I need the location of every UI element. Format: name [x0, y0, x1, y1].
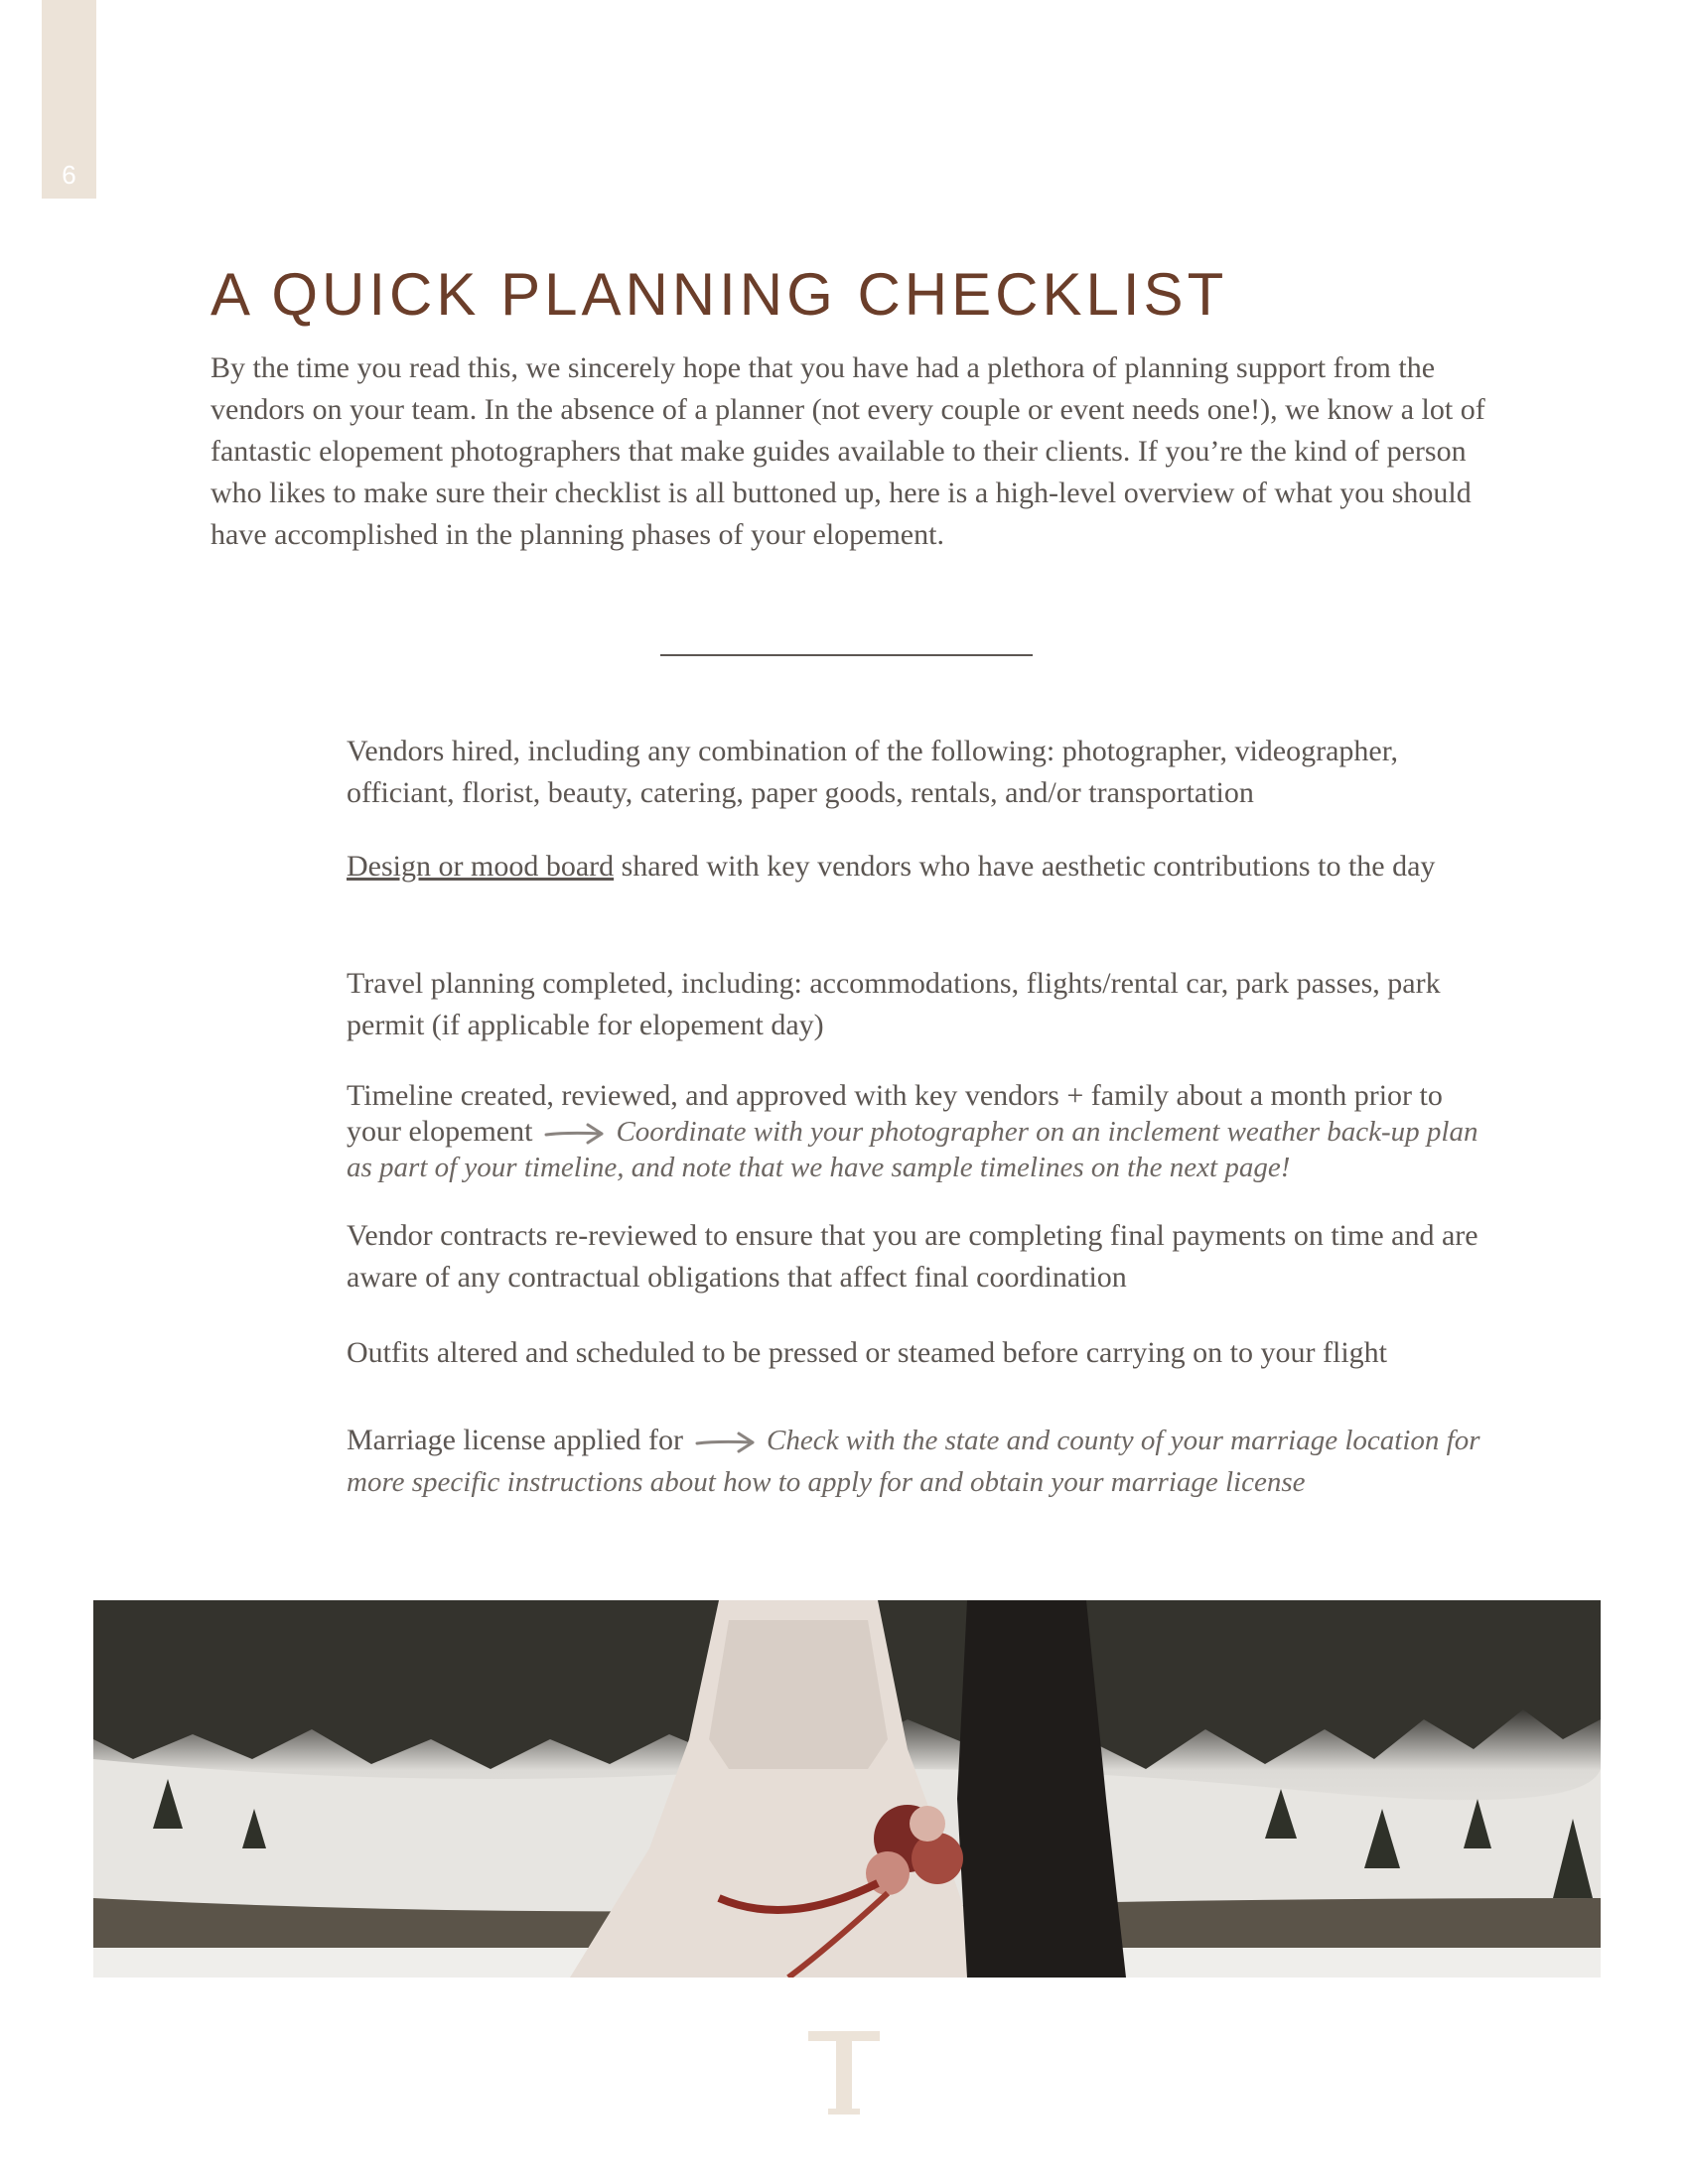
- page-tab: [42, 0, 96, 199]
- page-title: A QUICK PLANNING CHECKLIST: [211, 261, 1228, 328]
- checklist-item-timeline: [347, 1078, 1498, 1185]
- checklist-item-vendors: [347, 731, 1498, 814]
- checklist-item-outfits: [347, 1332, 1498, 1374]
- checklist-item-text: Timeline created, reviewed, and approved with key vendors + family about a month prior to your elopement: [347, 1079, 1443, 1148]
- checklist-item-text: shared with key vendors who have aesthetic contributions to the day: [614, 850, 1436, 883]
- monogram-t-icon: [804, 2027, 884, 2116]
- intro-paragraph: By the time you read this, we sincerely hope that you have had a plethora of planning support from the vendors on your team. In the absence of a planner (not every couple or event needs one!), we know a lot of fantastic elopement photographers that make guides available to their clients. If you’re the kind of person who likes to make sure their checklist is all buttoned up, here is a high-level overview of what you should have accomplished in the planning phases of your elopement.: [211, 351, 1485, 551]
- checklist-item-text: Travel planning completed, including: accommodations, flights/rental car, park passes, park permit (if applicable for elopement day): [347, 967, 1441, 1041]
- arrow-right-icon: [544, 1122, 606, 1146]
- section-divider: [660, 654, 1033, 656]
- arrow-right-icon: [695, 1431, 757, 1454]
- wedding-photo-illustration: [93, 1600, 1601, 1978]
- checklist-item-design: [347, 846, 1498, 887]
- page-number: 6: [62, 160, 76, 190]
- checklist-item-license: [347, 1420, 1498, 1503]
- checklist-item-text: Vendor contracts re-reviewed to ensure that you are completing final payments on time and are aware of any contractual obligations that affect final coordination: [347, 1219, 1478, 1294]
- checklist-item-note: Check with the state and county of your marriage location for more specific instructions about how to apply for and obtain your marriage license: [347, 1425, 1480, 1498]
- checklist-item-note: Coordinate with your photographer on an inclement weather back-up plan as part of your timeline, and note that we have sample timelines on the next page!: [347, 1116, 1478, 1183]
- mood-board-link[interactable]: Design or mood board: [347, 850, 615, 883]
- checklist-item-text: Marriage license applied for: [347, 1424, 684, 1456]
- checklist-item-contracts: [347, 1215, 1498, 1298]
- wedding-photo: [93, 1600, 1601, 1978]
- checklist-item-travel: [347, 963, 1498, 1046]
- checklist-item-text: Vendors hired, including any combination of the following: photographer, videographer, officiant, florist, beauty, catering, paper goods, rentals, and/or transportation: [347, 735, 1399, 809]
- checklist-item-text: Outfits altered and scheduled to be pressed or steamed before carrying on to your flight: [347, 1336, 1387, 1369]
